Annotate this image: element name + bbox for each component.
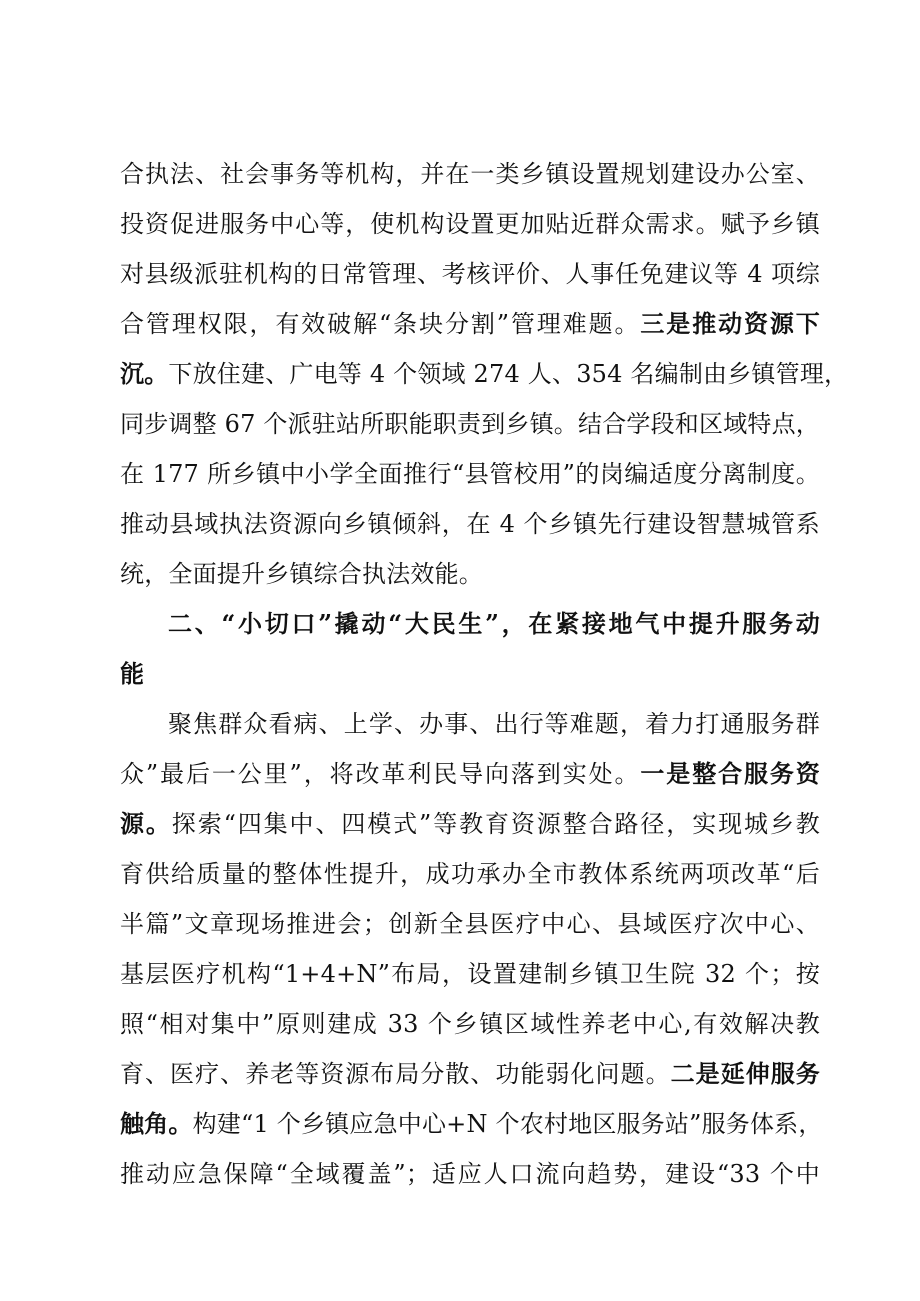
paragraph-text: 下放住建、广电等 4 个领域 274 人、354 名编制由乡镇管理， [168,360,849,388]
paragraph-line: 投资促进服务中心等，使机构设置更加贴近群众需求。赋予乡镇 [120,210,820,238]
paragraph-text: 合管理权限，有效破解“条块分割”管理难题。 [120,310,641,338]
bold-lead-phrase: 二是延伸服务 [670,1059,821,1088]
paragraph-line: 基层医疗机构“1+4+N”布局，设置建制乡镇卫生院 32 个；按 [120,960,820,988]
paragraph-text: 探索“四集中、四模式”等教育资源整合路径，实现城乡教 [171,810,820,838]
paragraph-line: 育供给质量的整体性提升，成功承办全市教体系统两项改革“后 [120,860,820,888]
paragraph-line: 统，全面提升乡镇综合执法效能。 [120,560,483,588]
paragraph-line: 在 177 所乡镇中小学全面推行“县管校用”的岗编适度分离制度。 [120,460,820,488]
paragraph-line-mixed [120,754,820,794]
paragraph-line: 推动县域执法资源向乡镇倾斜，在 4 个乡镇先行建设智慧城管系 [120,510,820,538]
paragraph-line-mixed [120,1054,820,1094]
bold-lead-phrase: 一是整合服务资 [640,759,820,788]
paragraph-line-mixed [120,354,849,394]
paragraph-line-mixed [120,304,820,344]
paragraph-line: 对县级派驻机构的日常管理、考核评价、人事任免建议等 4 项综 [120,260,820,288]
paragraph-text: 育、医疗、养老等资源布局分散、功能弱化问题。 [120,1060,671,1088]
paragraph-line: 半篇”文章现场推进会；创新全县医疗中心、县域医疗次中心、 [120,910,820,938]
paragraph-line: 同步调整 67 个派驻站所职能职责到乡镇。结合学段和区域特点， [120,410,820,438]
paragraph-line: 聚焦群众看病、上学、办事、出行等难题，着力打通服务群 [168,710,820,738]
bold-lead-phrase: 触角。 [120,1109,193,1138]
paragraph-line-mixed [120,1104,823,1144]
paragraph-line: 推动应急保障“全域覆盖”；适应人口流向趋势，建设“33 个中 [120,1160,820,1188]
paragraph-text: 众”最后一公里”，将改革利民导向落到实处。 [120,760,641,788]
bold-lead-phrase: 源。 [120,809,172,838]
paragraph-line-mixed [120,804,820,844]
section-heading: 二、“小切口”撬动“大民生”，在紧接地气中提升服务动 [168,609,820,638]
paragraph-text: 构建“1 个乡镇应急中心+N 个农村地区服务站”服务体系， [192,1110,823,1138]
bold-lead-phrase: 沉。 [120,359,169,388]
bold-lead-phrase: 三是推动资源下 [640,309,820,338]
paragraph-line: 合执法、社会事务等机构，并在一类乡镇设置规划建设办公室、 [120,160,820,188]
section-heading-continued: 能 [120,659,145,688]
paragraph-line: 照“相对集中”原则建成 33 个乡镇区域性养老中心,有效解决教 [120,1010,820,1038]
